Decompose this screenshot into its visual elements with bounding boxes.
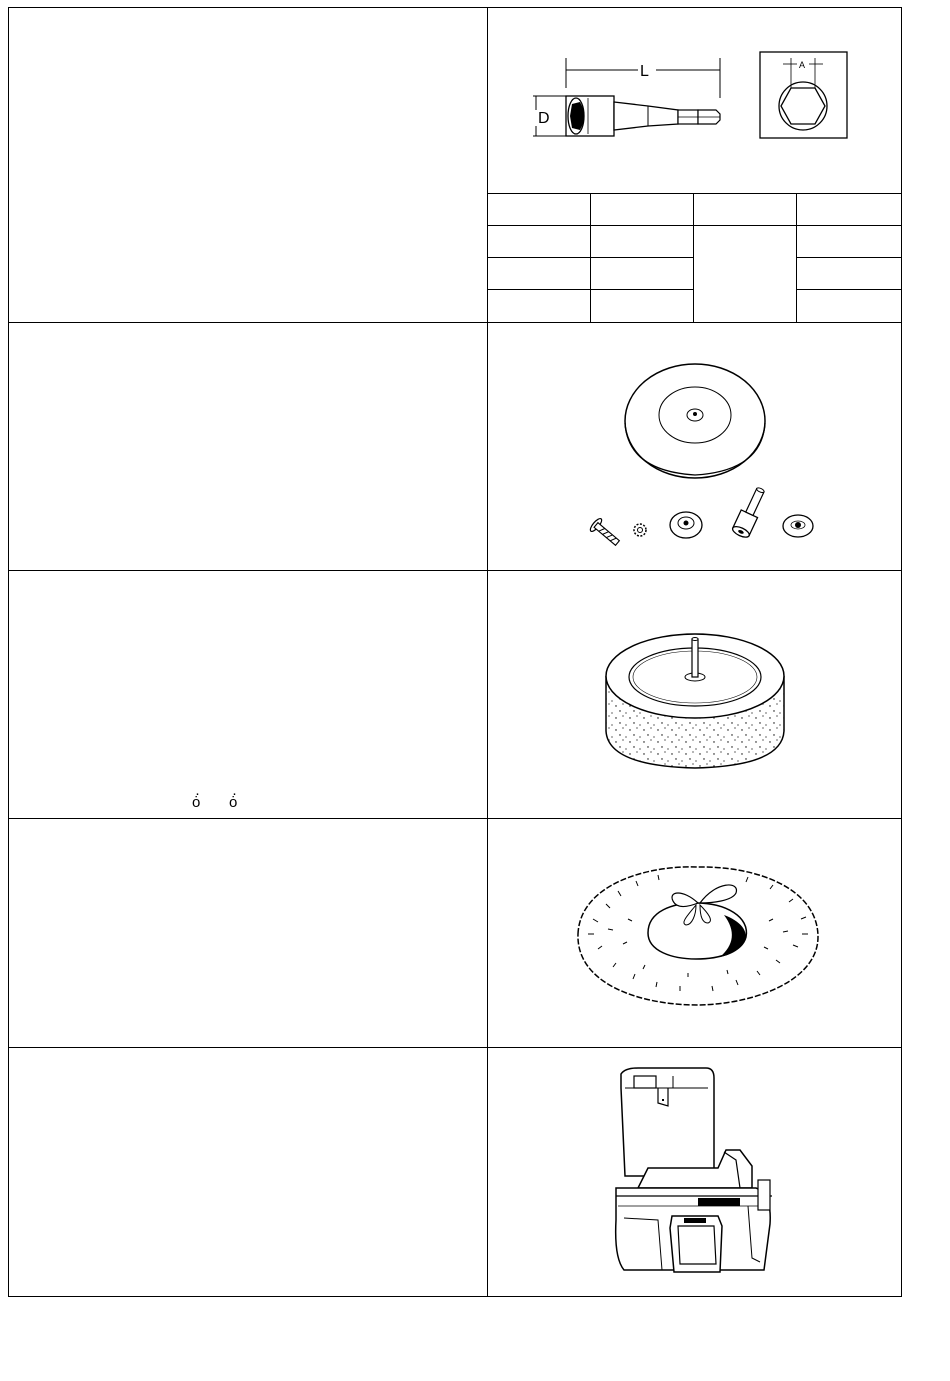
row-rubber-pad-description — [9, 323, 488, 570]
table-cell — [797, 226, 901, 258]
accessory-table — [8, 7, 902, 1297]
row-wool-bonnet-illustration — [488, 819, 901, 1047]
row-socket-bit — [9, 8, 901, 323]
row-wool-bonnet-description — [9, 819, 488, 1047]
row-sponge-pad-illustration — [488, 571, 901, 818]
row-sponge-pad — [9, 571, 901, 819]
battery-pack-icon — [488, 1048, 901, 1296]
diameter-label: D — [538, 110, 550, 127]
mark-o-1: · ȯ — [192, 795, 200, 810]
table-cell — [797, 290, 901, 322]
table-cell — [488, 258, 591, 290]
length-label: L — [640, 63, 649, 80]
table-cell — [797, 258, 901, 290]
row-socket-bit-illustration — [488, 8, 901, 322]
table-cell — [797, 193, 901, 226]
table-cell — [694, 226, 797, 322]
wool-bonnet-icon — [488, 819, 901, 1048]
row-battery-description — [9, 1048, 488, 1296]
table-cell — [694, 193, 797, 226]
table-cell — [591, 258, 694, 290]
spec-table — [488, 193, 901, 322]
table-cell — [591, 290, 694, 322]
hex-socket-end-icon — [488, 8, 901, 193]
table-cell — [488, 290, 591, 322]
table-cell — [488, 193, 591, 226]
row-battery-illustration — [488, 1048, 901, 1296]
sponge-pad-icon — [488, 571, 901, 819]
table-cell — [488, 226, 591, 258]
table-cell — [591, 193, 694, 226]
row-battery — [9, 1048, 901, 1296]
across-flats-label: A — [799, 60, 806, 70]
row-rubber-pad-illustration — [488, 323, 901, 570]
row-socket-bit-description — [9, 8, 488, 322]
rubber-pad-set-icon — [488, 323, 901, 571]
row-wool-bonnet — [9, 819, 901, 1048]
row-sponge-pad-description — [9, 571, 488, 818]
row-rubber-pad — [9, 323, 901, 571]
mark-o-2: · ȯ — [229, 795, 237, 810]
table-cell — [591, 226, 694, 258]
